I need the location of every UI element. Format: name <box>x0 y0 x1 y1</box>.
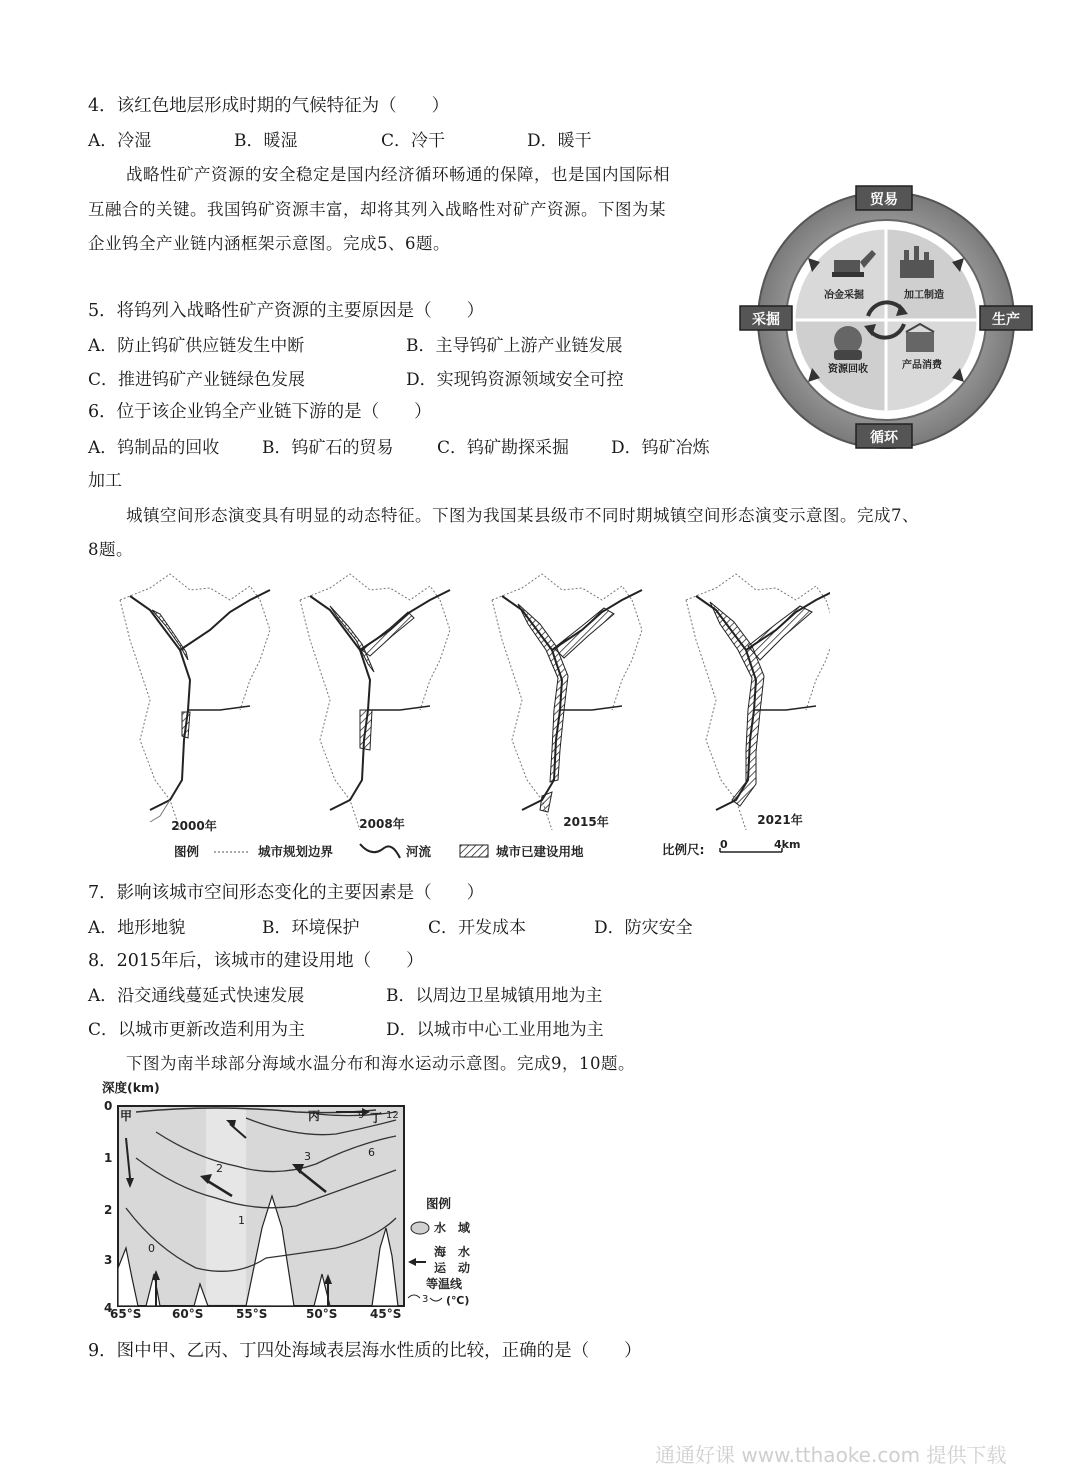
q5-option-c: C．推进钨矿产业链绿色发展 <box>88 370 306 390</box>
industry-chain-ring-diagram <box>736 180 1036 460</box>
q5-option-d: D．实现钨资源领域安全可控 <box>406 370 624 390</box>
q9-stem: 9．图中甲、乙丙、丁四处海域表层海水性质的比较，正确的是（ ） <box>88 1341 642 1361</box>
watermark: 通通好课 www.tthaoke.com 提供下载 <box>655 1443 1007 1467</box>
ocean-legend-title: 图例 <box>426 1196 452 1211</box>
inner-label-recycling: 资源回收 <box>828 364 868 375</box>
intro-7-8-line2: 8题。 <box>88 540 133 559</box>
ytick-0: 0 <box>104 1099 113 1113</box>
q5-option-a: A．防止钨矿供应链发生中断 <box>88 336 305 356</box>
intro-9-10: 下图为南半球部分海域水温分布和海水运动示意图。完成9，10题。 <box>126 1054 635 1073</box>
point-jia: 甲 <box>120 1109 133 1123</box>
xtick-50s: 50°S <box>306 1307 338 1320</box>
ring-label-cycle: 循环 <box>870 430 898 446</box>
q7-option-b: B．环境保护 <box>262 918 360 938</box>
q7-stem: 7．影响该城市空间形态变化的主要因素是（ ） <box>88 883 485 903</box>
ocean-legend-motion-1: 海 水 <box>434 1245 471 1259</box>
recycle-bag-icon <box>834 326 862 360</box>
q5-option-b: B．主导钨矿上游产业链发展 <box>406 336 623 356</box>
q6-option-a: A．钨制品的回收 <box>88 438 220 458</box>
scale-km: 4km <box>774 838 801 851</box>
xtick-45s: 45°S <box>370 1307 402 1320</box>
ocean-legend-water: 水 域 <box>434 1221 471 1235</box>
q8-option-b: B．以周边卫星城镇用地为主 <box>386 986 603 1006</box>
intro-5-6-line3: 企业钨全产业链内涵框架示意图。完成5、6题。 <box>88 234 450 253</box>
river-legend-icon <box>360 844 400 858</box>
q4-stem: 4．该红色地层形成时期的气候特征为（ ） <box>88 96 450 116</box>
q4-option-a: A．冷湿 <box>88 131 152 151</box>
ytick-3: 3 <box>104 1253 113 1267</box>
ring-label-production: 生产 <box>992 312 1020 328</box>
point-ding: 丁 <box>370 1111 383 1125</box>
q4-option-c: C．冷干 <box>381 131 446 151</box>
inner-label-consumption: 产品消费 <box>902 360 942 371</box>
isotherm-9: 9 <box>358 1110 365 1121</box>
year-label-2021: 2021年 <box>757 813 803 827</box>
ocean-legend-iso-1: 等温线 <box>426 1277 463 1291</box>
year-label-2008: 2008年 <box>359 817 405 831</box>
isotherm-1: 1 <box>238 1214 245 1227</box>
inner-label-metallurgy-mining: 冶金采掘 <box>824 290 864 301</box>
ocean-temperature-figure <box>96 1078 516 1320</box>
q6-option-b: B．钨矿石的贸易 <box>262 438 394 458</box>
xtick-55s: 55°S <box>236 1307 268 1320</box>
q8-stem: 8．2015年后，该城市的建设用地（ ） <box>88 951 424 971</box>
map-legend-river: 河流 <box>406 844 432 859</box>
isotherm-0: 0 <box>148 1242 155 1255</box>
ring-label-mining: 采掘 <box>752 312 780 328</box>
map-panel-2015 <box>492 574 642 830</box>
ytick-2: 2 <box>104 1203 113 1217</box>
q6-option-c: C．钨矿勘探采掘 <box>437 438 570 458</box>
q6-stem: 6．位于该企业钨全产业链下游的是（ ） <box>88 402 432 422</box>
q8-option-c: C．以城市更新改造利用为主 <box>88 1020 306 1040</box>
q7-option-c: C．开发成本 <box>428 918 527 938</box>
scale-label: 比例尺: <box>662 842 705 857</box>
map-panel-2021 <box>686 574 830 830</box>
point-bing: 丙 <box>308 1109 321 1123</box>
intro-5-6-line1: 战略性矿产资源的安全稳定是国内经济循环畅通的保障，也是国内国际相 <box>126 165 670 184</box>
ytick-4: 4 <box>104 1301 113 1315</box>
urban-evolution-map-figure <box>110 560 830 872</box>
scale-zero: 0 <box>720 838 728 851</box>
map-legend-boundary: 城市规划边界 <box>258 844 334 859</box>
map-legend-title: 图例 <box>174 844 200 859</box>
ocean-legend-motion-2: 运 动 <box>434 1261 471 1275</box>
intro-5-6-line2: 互融合的关键。我国钨矿资源丰富，却将其列入战略性对矿产资源。下图为某 <box>88 200 666 219</box>
q4-option-d: D．暖干 <box>527 131 592 151</box>
ring-label-trade: 贸易 <box>870 192 898 208</box>
isotherm-12: 12 <box>386 1110 399 1121</box>
isotherm-2: 2 <box>216 1162 223 1175</box>
q4-option-b: B．暖湿 <box>234 131 298 151</box>
built-land-legend-swatch <box>460 845 488 857</box>
inner-label-processing: 加工制造 <box>904 290 944 301</box>
ocean-legend-iso-sample: 3 <box>422 1294 429 1305</box>
ytick-1: 1 <box>104 1151 113 1165</box>
xtick-65s: 65°S <box>110 1307 142 1320</box>
q8-option-a: A．沿交通线蔓延式快速发展 <box>88 986 305 1006</box>
map-panel-2008 <box>300 574 450 830</box>
map-legend-built: 城市已建设用地 <box>496 844 584 859</box>
q5-stem: 5．将钨列入战略性矿产资源的主要原因是（ ） <box>88 301 485 321</box>
q7-option-d: D．防灾安全 <box>594 918 693 938</box>
intro-7-8-line1: 城镇空间形态演变具有明显的动态特征。下图为我国某县级市不同时期城镇空间形态演变示意图。完成7、 <box>126 506 919 525</box>
q6-option-d-wrap: 加工 <box>88 471 122 491</box>
q8-option-d: D．以城市中心工业用地为主 <box>386 1020 604 1040</box>
xtick-60s: 60°S <box>172 1307 204 1320</box>
year-label-2000: 2000年 <box>171 819 217 833</box>
ocean-ylabel: 深度(km) <box>102 1080 160 1095</box>
map-panel-2000 <box>120 574 270 830</box>
q6-option-d: D．钨矿冶炼 <box>611 438 710 458</box>
water-legend-swatch <box>411 1222 429 1234</box>
q7-option-a: A．地形地貌 <box>88 918 186 938</box>
ocean-legend-iso-2: (℃) <box>446 1294 470 1307</box>
year-label-2015: 2015年 <box>563 815 609 829</box>
isotherm-6: 6 <box>368 1146 375 1159</box>
isotherm-3: 3 <box>304 1150 311 1163</box>
